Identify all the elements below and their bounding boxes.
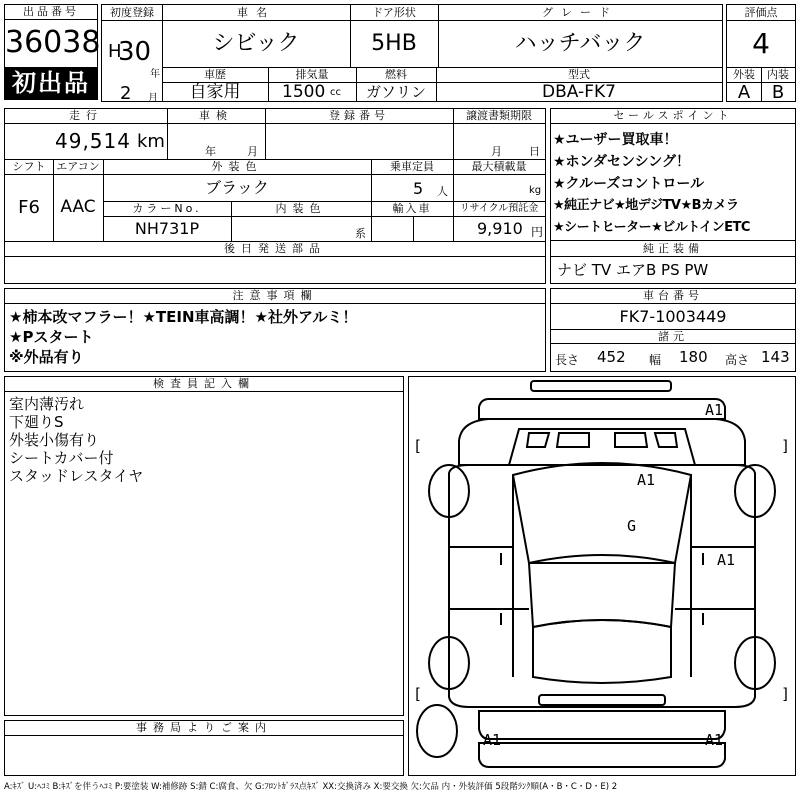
damage-mark: A1 [483, 731, 502, 749]
mileage-label: 走行 [69, 109, 103, 122]
damage-mark: A1 [705, 401, 724, 419]
recycle-unit: 円 [531, 225, 544, 239]
displacement-label: 排気量 [295, 68, 329, 81]
exterior-grade-label: 外装 [733, 68, 755, 81]
sales-point-item: ★ユーザー買取車！ [553, 132, 678, 148]
ext-color-label: 外装色 [211, 160, 263, 173]
damage-mark: A1 [705, 731, 724, 749]
grade-label: グレード [542, 6, 618, 19]
door-label: ドア形状 [372, 6, 416, 19]
displacement: 1500 [282, 82, 326, 102]
recycle-label: リサイクル預託金 [459, 203, 539, 214]
inspector-line: スタッドレスタイヤ [9, 467, 144, 485]
score-box [726, 4, 796, 102]
roof-bar-shape [531, 381, 671, 391]
transfer-month-unit: 月 [491, 145, 502, 158]
length-label: 長さ [555, 353, 580, 367]
model-label: 型式 [568, 68, 590, 81]
damage-mark: G [627, 517, 637, 535]
mileage-unit: km [137, 131, 165, 152]
capacity: 5 [413, 179, 424, 198]
ext-color: ブラック [205, 178, 269, 197]
grade: ハッチバック [514, 31, 646, 56]
inspector-line: シートカバー付 [9, 449, 114, 467]
history-label: 車歴 [204, 68, 226, 81]
recycle: 9,910 [477, 219, 523, 238]
inspection-label: 車検 [199, 109, 233, 122]
chassis-number: FK7-1003449 [619, 307, 727, 326]
load-unit: kg [529, 185, 542, 196]
car-name-label: 車名 [237, 6, 275, 19]
office-box [4, 720, 404, 776]
spare-wheel-shape [417, 705, 457, 757]
lot-box [4, 4, 101, 100]
score-label: 評価点 [744, 6, 778, 19]
car-name: シビック [212, 31, 300, 56]
note-line: ※外品有り [9, 348, 84, 366]
int-color-unit: 系 [355, 227, 366, 240]
note-line: ★Pスタート [9, 328, 94, 346]
plate-label: 登録番号 [329, 109, 389, 122]
notes-box [4, 288, 546, 372]
bracket-right: ] [781, 437, 791, 455]
notes-label: 注意事項欄 [232, 289, 318, 302]
damage-mark: A1 [637, 471, 656, 489]
shift: F6 [18, 197, 40, 218]
capacity-label: 乗車定員 [390, 160, 434, 173]
chassis-label: 車台番号 [643, 289, 703, 302]
footer-legend: A:ｷｽﾞ U:ﾍｺﾐ B:ｷｽﾞを伴うﾍｺﾐ P:要塗装 W:補修跡 S:錆 C:腐食、欠 G:ﾌﾛﾝﾄｶﾞﾗｽ点ｷｽﾞ XX:交換済み X:要交換 欠:欠品 内・外装評価 5段階ﾗﾝｸ順(A・B・C・D・E) 2 [4, 782, 618, 792]
ac-label: エアコン [56, 160, 100, 173]
year-unit: 年 [150, 69, 160, 80]
displacement-unit: cc [330, 87, 341, 98]
fuel-label: 燃料 [385, 68, 407, 81]
car-outline-icon [409, 377, 795, 775]
fuel: ガソリン [365, 83, 426, 101]
equipment-box [550, 240, 796, 284]
history: 自家用 [189, 82, 241, 102]
reg-year: 30 [118, 37, 152, 67]
inspector-label: 検査員記入欄 [153, 377, 255, 390]
sales-point-item: ★純正ナビ★地デジTV★Bカメラ [553, 198, 739, 213]
exterior-grade: A [737, 82, 751, 103]
bracket-left-bottom: [ [413, 685, 423, 703]
era: H [108, 41, 122, 62]
first-reg-label: 初度登録 [110, 6, 154, 19]
front-bumper-shape [479, 399, 725, 419]
width-label: 幅 [649, 353, 662, 367]
length: 452 [597, 348, 626, 366]
first-listing-badge: 初出品 [5, 67, 97, 99]
inspection-month-unit: 月 [247, 145, 258, 158]
height: 143 [761, 348, 790, 366]
lot-number: 36038 [5, 25, 101, 60]
vehicle-info-grid [4, 108, 546, 284]
width: 180 [679, 348, 708, 366]
later-parts-label: 後日発送部品 [224, 242, 326, 255]
sales-point-item: ★シートヒーター★ビルトインETC [553, 220, 750, 235]
model: DBA-FK7 [542, 82, 616, 102]
chassis-box [550, 288, 796, 372]
month-unit: 月 [148, 93, 158, 104]
door-type: 5HB [371, 31, 417, 56]
sales-point-item: ★クルーズコントロール [553, 176, 705, 192]
shift-label: シフト [12, 160, 46, 173]
score: 4 [752, 27, 770, 60]
inspector-line: 室内薄汚れ [9, 395, 85, 413]
inspector-line: 外装小傷有り [9, 431, 100, 449]
sales-point-item: ★ホンダセンシング！ [553, 154, 691, 170]
rear-bumper-shape [479, 711, 725, 739]
mileage: 49,514 [55, 129, 131, 153]
sales-points-label: セールスポイント [613, 109, 733, 122]
import-label: 輸入車 [392, 202, 432, 215]
damage-mark: A1 [717, 551, 736, 569]
damage-diagram [408, 376, 796, 776]
interior-grade-label: 内装 [767, 68, 789, 81]
inspector-box [4, 376, 404, 716]
height-label: 高さ [725, 353, 750, 367]
bracket-right-bottom: ] [781, 685, 791, 703]
capacity-unit: 人 [437, 185, 448, 198]
transfer-label: 譲渡書類期限 [466, 109, 532, 122]
dims-label: 諸元 [658, 330, 688, 343]
office-label: 事務局よりご案内 [136, 721, 272, 734]
ac: AAC [60, 197, 96, 217]
transfer-day-unit: 日 [529, 145, 540, 158]
inspector-line: 下廻りS [9, 413, 64, 431]
header-grid [101, 4, 723, 102]
note-line: ★柿本改マフラー！★TEIN車高調！★社外アルミ！ [9, 308, 358, 326]
equipment-value: ナビ TV エアB PS PW [557, 261, 709, 279]
lot-label: 出品番号 [5, 5, 97, 20]
load-label: 最大積載量 [471, 160, 527, 173]
equipment-label: 純正装備 [643, 242, 703, 255]
color-no-label: カラーNo. [132, 202, 202, 215]
int-color-label: 内装色 [275, 202, 327, 215]
color-no: NH731P [134, 219, 200, 238]
reg-month: 2 [120, 83, 132, 104]
inspection-year-unit: 年 [205, 145, 216, 158]
interior-grade: B [771, 82, 785, 103]
bracket-left: [ [413, 437, 423, 455]
